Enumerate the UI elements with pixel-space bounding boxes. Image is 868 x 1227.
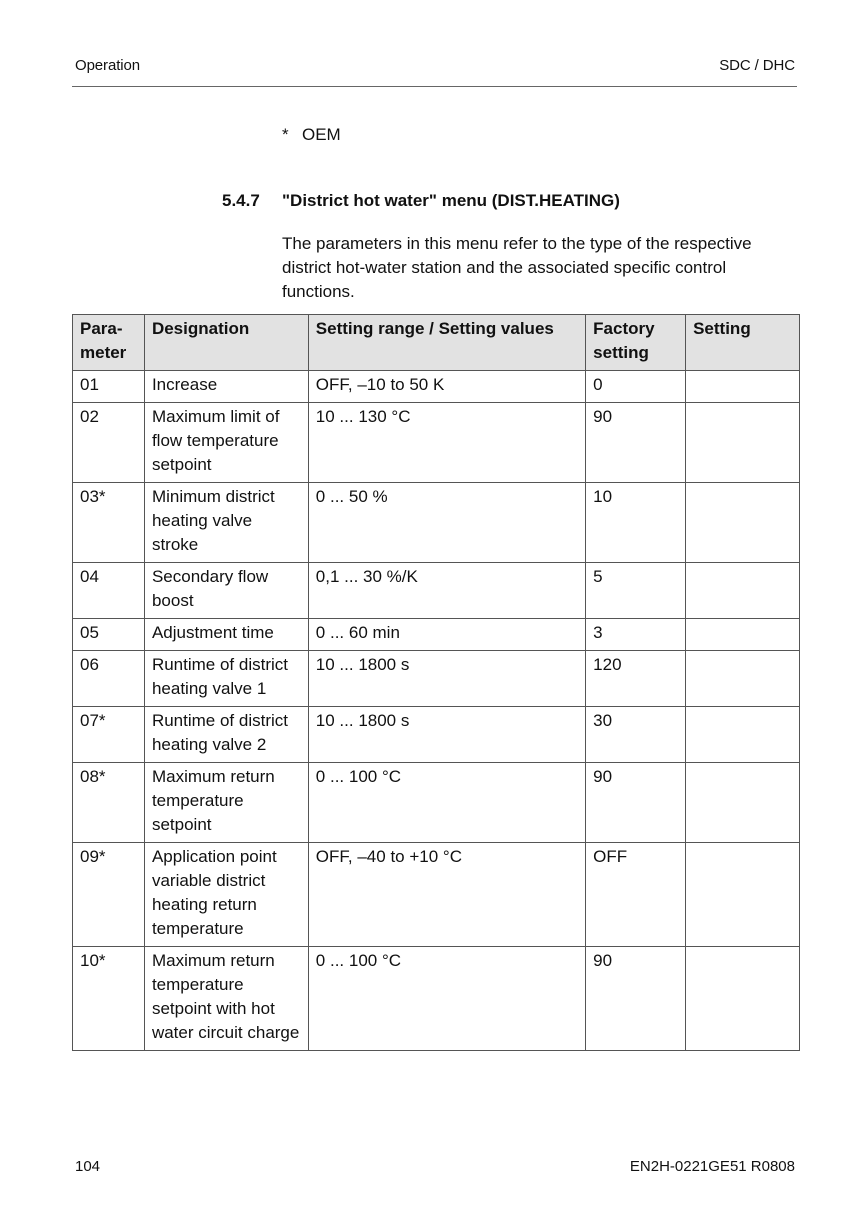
cell-parameter: 04 [73,563,145,619]
cell-factory: 5 [586,563,686,619]
cell-range: OFF, –10 to 50 K [308,371,585,403]
footnote [282,125,341,145]
cell-range: OFF, –40 to +10 °C [308,843,585,947]
cell-factory: 90 [586,403,686,483]
table-header-row [73,315,800,371]
header-factory-line1: Factory [593,319,655,338]
cell-designation: Maximum return temperature setpoint with hot water circuit charge [144,947,308,1051]
document-code: EN2H-0221GE51 R0808 [629,1158,795,1175]
cell-setting [686,707,800,763]
cell-designation: Maximum return temperature setpoint [144,763,308,843]
cell-setting [686,483,800,563]
cell-parameter: 02 [73,403,145,483]
footnote-text: OEM [302,125,341,144]
cell-setting [686,563,800,619]
section-title: "District hot water" menu (DIST.HEATING) [282,191,620,210]
page-number: 104 [75,1158,101,1175]
cell-parameter: 10* [73,947,145,1051]
cell-parameter: 06 [73,651,145,707]
cell-designation: Runtime of district heating valve 2 [144,707,308,763]
cell-designation: Runtime of district heating valve 1 [144,651,308,707]
cell-parameter: 05 [73,619,145,651]
header-rule [72,86,797,87]
cell-factory: 3 [586,619,686,651]
cell-setting [686,947,800,1051]
cell-factory: 30 [586,707,686,763]
page-header-left: Operation [75,57,140,74]
cell-factory: 90 [586,763,686,843]
cell-range: 10 ... 1800 s [308,651,585,707]
cell-range: 10 ... 1800 s [308,707,585,763]
cell-setting [686,403,800,483]
cell-parameter: 01 [73,371,145,403]
section-number: 5.4.7 [222,191,260,210]
table-row [73,651,800,707]
cell-setting [686,763,800,843]
cell-designation: Adjustment time [144,619,308,651]
cell-range: 10 ... 130 °C [308,403,585,483]
cell-range: 0 ... 100 °C [308,763,585,843]
header-range: Setting range / Setting values [308,315,585,371]
cell-factory: 0 [586,371,686,403]
cell-designation: Secondary flow boost [144,563,308,619]
table-row [73,947,800,1051]
cell-range: 0 ... 60 min [308,619,585,651]
cell-parameter: 03* [73,483,145,563]
table-row [73,763,800,843]
cell-parameter: 09* [73,843,145,947]
cell-range: 0 ... 50 % [308,483,585,563]
table-row [73,371,800,403]
cell-factory: 10 [586,483,686,563]
header-parameter-line2: meter [80,343,127,362]
cell-factory: 90 [586,947,686,1051]
header-factory-line2: setting [593,343,649,362]
cell-setting [686,843,800,947]
parameter-table [72,314,800,1051]
table-row [73,843,800,947]
cell-setting [686,651,800,707]
header-parameter [73,315,145,371]
intro-paragraph: The parameters in this menu refer to the type of the respective district hot-water station and the associated specific control functions. [282,234,752,301]
header-parameter-line1: Para- [80,319,123,338]
header-factory [586,315,686,371]
cell-setting [686,371,800,403]
table-row [73,619,800,651]
cell-designation: Maximum limit of flow temperature setpoint [144,403,308,483]
header-setting: Setting [686,315,800,371]
footnote-marker: * [282,125,289,144]
cell-range: 0 ... 100 °C [308,947,585,1051]
page-header-right: SDC / DHC [719,57,795,74]
cell-designation: Increase [144,371,308,403]
cell-range: 0,1 ... 30 %/K [308,563,585,619]
cell-parameter: 07* [73,707,145,763]
header-designation: Designation [144,315,308,371]
table-row [73,707,800,763]
cell-factory: OFF [586,843,686,947]
cell-designation: Minimum district heating valve stroke [144,483,308,563]
table-row [73,483,800,563]
table-row [73,403,800,483]
cell-designation: Application point variable district heating return temperature [144,843,308,947]
cell-factory: 120 [586,651,686,707]
cell-setting [686,619,800,651]
table-row [73,563,800,619]
cell-parameter: 08* [73,763,145,843]
